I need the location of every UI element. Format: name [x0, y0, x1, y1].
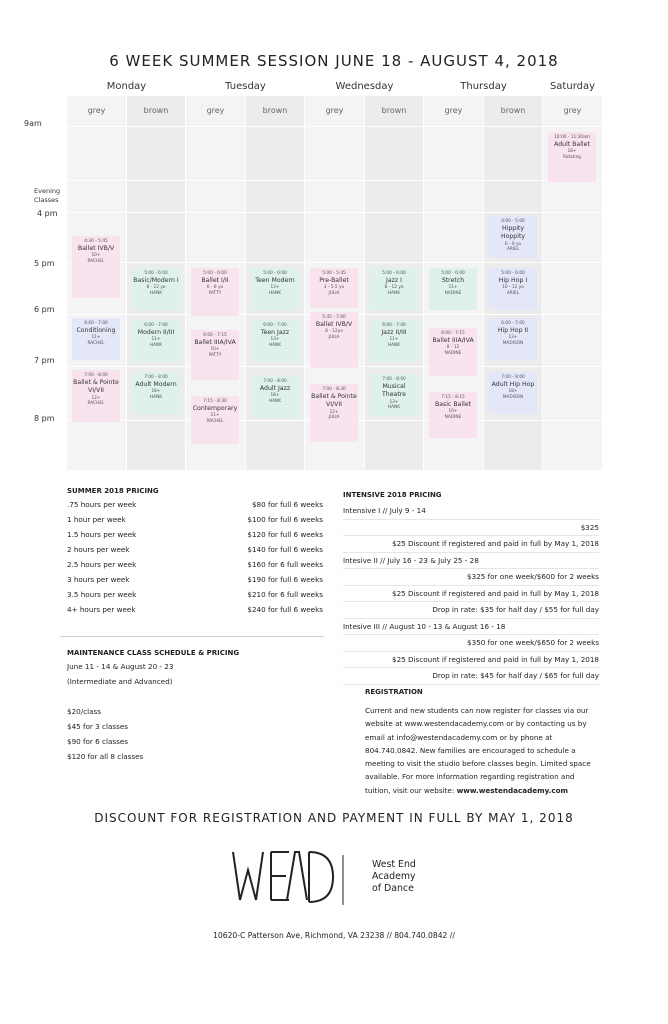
- class-teacher: PATTY: [208, 352, 222, 358]
- pricing-row: [67, 515, 323, 530]
- class-name: Basic Ballet: [434, 400, 472, 408]
- class-block: [429, 328, 477, 376]
- class-time: 6:00 - 7:15: [203, 333, 227, 338]
- class-teacher: RACHEL: [87, 258, 105, 264]
- class-name: Contemporary: [192, 404, 238, 412]
- class-block: [489, 318, 537, 360]
- class-time: 7:00 - 8:00: [263, 379, 287, 384]
- class-name: Conditioning: [76, 326, 116, 334]
- pricing-hours: 4+ hours per week: [67, 605, 136, 614]
- pricing-hours: 3.5 hours per week: [67, 590, 137, 599]
- class-name: Adult Jazz: [259, 384, 291, 392]
- intensive-section: [343, 491, 599, 685]
- pricing-row: [67, 575, 323, 590]
- discount-banner: DISCOUNT FOR REGISTRATION AND PAYMENT IN FULL BY MAY 1, 2018: [94, 811, 574, 825]
- class-name: Modern II/III: [137, 328, 175, 336]
- intensive-row: $325: [343, 520, 599, 537]
- pricing-row: [67, 590, 323, 605]
- intensive-row: $325 for one week/$600 for 2 weeks: [343, 569, 599, 586]
- intensive-row: $25 Discount if registered and paid in full by May 1, 2018: [343, 652, 599, 669]
- pricing-price: $210 for 6 full weeks: [247, 590, 323, 599]
- schedule-grid: [67, 96, 602, 470]
- class-name-line2: VI/VII: [87, 387, 105, 395]
- class-age: 18+: [508, 389, 518, 395]
- class-time: 7:00 - 8:00: [144, 375, 168, 380]
- class-name: Jazz I: [386, 276, 402, 284]
- class-block: [489, 216, 537, 258]
- class-block: [429, 268, 477, 310]
- class-teacher: RACHEL: [206, 418, 224, 424]
- pricing-price: $190 for full 6 weeks: [247, 575, 323, 584]
- page-title: 6 WEEK SUMMER SESSION JUNE 18 - AUGUST 4, 2018: [109, 52, 559, 70]
- room-label: grey: [67, 96, 126, 127]
- class-name: Ballet & Pointe: [73, 378, 119, 386]
- class-age: 12+: [329, 409, 339, 415]
- class-block: [370, 374, 418, 416]
- room-label: brown: [365, 96, 423, 127]
- pricing-hours: 2.5 hours per week: [67, 560, 137, 569]
- class-name: Teen Jazz: [260, 328, 290, 336]
- class-teacher: MADISON: [502, 394, 524, 400]
- logo-line3: of Dance: [372, 883, 414, 894]
- class-teacher: PATTY: [208, 290, 222, 296]
- class-teacher: MADISON: [502, 340, 524, 346]
- pricing-row: [67, 605, 323, 620]
- maintenance-line: $90 for 6 classes: [67, 737, 129, 746]
- registration-link[interactable]: www.westendacademy.com: [456, 785, 569, 795]
- class-age: 11+: [448, 285, 458, 291]
- class-age: 10+: [210, 347, 220, 353]
- pricing-hours: 3 hours per week: [67, 575, 130, 584]
- class-name: Ballet IIIA/IVA: [432, 336, 474, 344]
- maintenance-line: [67, 692, 323, 707]
- class-age: 3 - 5.5 yo: [323, 285, 345, 291]
- intensive-row: $25 Discount if registered and paid in full by May 1, 2018: [343, 586, 599, 603]
- class-time: 4:00 - 5:00: [501, 219, 525, 224]
- class-teacher: HANK: [268, 290, 282, 296]
- intensive-row: Intensive I // July 9 - 14: [343, 503, 599, 520]
- class-teacher: ARIEL: [506, 247, 520, 253]
- logo-line1: West End: [372, 859, 416, 870]
- class-time: 6:00 - 7:00: [144, 323, 168, 328]
- class-block: [72, 370, 120, 422]
- class-block: [72, 236, 120, 298]
- room-label: grey: [186, 96, 245, 127]
- class-teacher: JULIA: [328, 334, 340, 340]
- class-time: 6:00 - 7:00: [263, 323, 287, 328]
- class-block: [429, 392, 477, 438]
- class-teacher: RACHEL: [87, 340, 105, 346]
- room-label: grey: [543, 96, 602, 127]
- class-age: 11+: [210, 413, 220, 419]
- pricing-hours: 2 hours per week: [67, 545, 130, 554]
- class-block: [191, 396, 239, 444]
- footer-address: 10620-C Patterson Ave, Richmond, VA 23238 // 804.740.0842 //: [213, 931, 455, 940]
- class-teacher: HANK: [387, 290, 401, 296]
- registration-section: [365, 688, 600, 797]
- class-time: 6:00 - 7:00: [382, 323, 406, 328]
- room-label: grey: [424, 96, 483, 127]
- class-age: 18+: [567, 149, 577, 155]
- intensive-row: Drop in rate: $45 for half day / $65 for full day: [343, 668, 599, 685]
- class-age: 18+: [151, 389, 161, 395]
- time-7pm: 7 pm: [34, 356, 55, 365]
- pricing-hours: .75 hours per week: [67, 500, 137, 509]
- class-time: 5:00 - 6:00: [144, 271, 168, 276]
- class-time: 7:15 - 8:15: [441, 395, 465, 400]
- class-time: 5:00 - 6:00: [441, 271, 465, 276]
- class-time: 10:00 - 11:30am: [554, 135, 590, 140]
- class-teacher: NADINE: [444, 350, 462, 356]
- class-age: 6 - 8 yo: [206, 285, 224, 291]
- maintenance-line: $120 for all 8 classes: [67, 752, 144, 761]
- intensive-heading: INTENSIVE 2018 PRICING: [343, 491, 442, 499]
- class-age: 8 - 12: [446, 345, 460, 351]
- intensive-row: $25 Discount if registered and paid in full by May 1, 2018: [343, 536, 599, 553]
- class-name: Jazz II/III: [381, 328, 407, 336]
- class-teacher: HANK: [387, 342, 401, 348]
- class-time: 5:00 - 6:00: [382, 271, 406, 276]
- class-teacher: RACHEL: [87, 401, 105, 407]
- class-age: 13+: [270, 285, 280, 291]
- class-age: 8 - 12 yo: [384, 285, 404, 291]
- class-teacher: NADINE: [444, 414, 462, 420]
- time-9am: 9am: [24, 119, 42, 128]
- class-teacher: Rotating: [562, 154, 582, 160]
- pricing-row: [67, 530, 323, 545]
- maintenance-line: $20/class: [67, 707, 101, 716]
- class-age: 10+: [448, 409, 458, 415]
- pricing-hours: 1 hour per week: [67, 515, 126, 524]
- time-4pm: 4 pm: [37, 209, 58, 218]
- time-6pm: 6 pm: [34, 305, 55, 314]
- grid-line: [67, 262, 602, 263]
- maintenance-section: [67, 649, 323, 767]
- time-8pm: 8 pm: [34, 414, 55, 423]
- grid-line: [67, 212, 602, 213]
- class-block: [132, 320, 180, 362]
- class-teacher: NADINE: [444, 290, 462, 296]
- intensive-row: Intesive III // August 10 - 13 & August 16 - 18: [343, 619, 599, 636]
- pricing-row: [67, 545, 323, 560]
- logo-line2: Academy: [372, 871, 416, 882]
- class-name: Ballet IIIA/IVA: [194, 338, 236, 346]
- class-teacher: HANK: [268, 342, 282, 348]
- pricing-row: [67, 560, 323, 575]
- class-name: Ballet I/II: [201, 276, 229, 284]
- class-age: 8 - 12 yo: [146, 285, 166, 291]
- class-time: 5:00 - 6:00: [501, 271, 525, 276]
- class-block: [310, 384, 358, 442]
- class-time: 7:00 - 8:00: [501, 375, 525, 380]
- class-name-line2: VI/VII: [325, 401, 343, 409]
- class-time: 6:00 - 7:00: [501, 321, 525, 326]
- class-block: [251, 268, 299, 310]
- summer-pricing-rows: [67, 500, 323, 620]
- class-time: 5:00 - 6:00: [203, 271, 227, 276]
- class-name: Ballet IVB/V: [315, 320, 353, 328]
- class-block: [191, 330, 239, 380]
- class-name: Adult Modern: [135, 380, 177, 388]
- class-age: 11+: [91, 335, 101, 341]
- class-teacher: HANK: [268, 398, 282, 404]
- class-age: 8 - 12yo: [325, 329, 343, 335]
- pricing-price: $80 for full 6 weeks: [251, 500, 323, 509]
- class-time: 7:00 - 8:30: [322, 387, 346, 392]
- class-name: Teen Modern: [255, 276, 295, 284]
- class-time: 6:00 - 7:15: [441, 331, 465, 336]
- intensive-row: Intesive II // July 16 - 23 & July 25 - 28: [343, 553, 599, 570]
- day-monday: Monday: [106, 81, 147, 92]
- day-thursday: Thursday: [460, 81, 507, 92]
- wead-logo-mark: [231, 850, 361, 910]
- class-age: 6 - 9 yo: [504, 241, 522, 247]
- room-label: brown: [484, 96, 542, 127]
- class-time: 5:00 - 5:45: [322, 271, 346, 276]
- class-teacher: JULIA: [328, 290, 340, 296]
- day-saturday: Saturday: [549, 81, 596, 92]
- room-label: brown: [246, 96, 304, 127]
- class-time: 5:00 - 6:00: [263, 271, 287, 276]
- class-age: 13+: [270, 337, 280, 343]
- pricing-price: $240 for full 6 weeks: [247, 605, 323, 614]
- class-block: [251, 376, 299, 418]
- intensive-row: Drop in rate: $35 for half day / $55 for full day: [343, 602, 599, 619]
- pricing-row: [67, 500, 323, 515]
- time-classes: Classes: [34, 196, 59, 204]
- class-time: 6:00 - 7:00: [84, 321, 108, 326]
- maintenance-line: (Intermediate and Advanced): [67, 677, 173, 686]
- intensive-row: $350 for one week/$650 for 2 weeks: [343, 635, 599, 652]
- pricing-price: $160 for 6 full weeks: [247, 560, 323, 569]
- class-name: Adult Hip Hop: [491, 380, 535, 388]
- intensive-rows: [343, 503, 599, 685]
- class-name: Ballet & Pointe: [311, 392, 357, 400]
- class-block: [251, 320, 299, 362]
- class-block: [548, 132, 596, 182]
- grid-line: [67, 180, 602, 181]
- divider: [60, 636, 324, 637]
- summer-pricing-heading: SUMMER 2018 PRICING: [67, 487, 159, 495]
- class-age: 10+: [91, 253, 101, 259]
- maintenance-heading: MAINTENANCE CLASS SCHEDULE & PRICING: [67, 649, 240, 657]
- class-teacher: HANK: [149, 342, 163, 348]
- pricing-hours: 1.5 hours per week: [67, 530, 137, 539]
- class-name: Hippity Hoppity: [500, 224, 526, 241]
- logo-text: [372, 859, 416, 895]
- summer-pricing: [67, 487, 323, 620]
- registration-text: Current and new students can now register for classes via our website at www.westendacademy.com or by contacting us by email at info@westendacademy.com or by phone at 804.740.0842. New families are encouraged to schedule a meeting to visit the studio before classes begin. Limited space available. For more information regarding registration and tuition, visit our website:: [365, 706, 591, 795]
- class-block: [489, 372, 537, 414]
- class-time: 4:30 - 5:45: [84, 239, 108, 244]
- class-name: Musical Theatre: [382, 382, 406, 399]
- class-teacher: HANK: [387, 405, 401, 411]
- class-block: [310, 312, 358, 368]
- pricing-price: $100 for full 6 weeks: [247, 515, 323, 524]
- room-label: grey: [305, 96, 364, 127]
- pricing-price: $120 for full 6 weeks: [247, 530, 323, 539]
- class-age: 18+: [270, 393, 280, 399]
- pricing-price: $140 for full 6 weeks: [247, 545, 323, 554]
- class-age: 12+: [91, 395, 101, 401]
- class-block: [72, 318, 120, 360]
- maintenance-lines: [67, 662, 323, 767]
- class-block: [132, 372, 180, 414]
- class-name: Ballet IVB/V: [77, 244, 115, 252]
- class-teacher: HANK: [149, 394, 163, 400]
- class-name: Hip Hop I: [498, 276, 528, 284]
- class-age: 11+: [389, 337, 399, 343]
- class-teacher: ARIEL: [506, 290, 520, 296]
- class-block: [370, 268, 418, 310]
- class-name: Hip Hop II: [497, 326, 529, 334]
- class-block: [489, 268, 537, 310]
- maintenance-line: June 11 - 14 & August 20 - 23: [67, 662, 174, 671]
- maintenance-line: $45 for 3 classes: [67, 722, 129, 731]
- class-time: 7:00 - 8:00: [84, 373, 108, 378]
- registration-body: [365, 704, 600, 797]
- class-block: [370, 320, 418, 362]
- class-teacher: HANK: [149, 290, 163, 296]
- class-block: [310, 268, 358, 308]
- class-age: 13+: [508, 335, 518, 341]
- class-age: 10 - 12 yo: [502, 285, 524, 291]
- class-name: Basic/Modern I: [133, 276, 179, 284]
- day-tuesday: Tuesday: [225, 81, 266, 92]
- class-time: 7:00 - 8:00: [382, 377, 406, 382]
- class-age: 11+: [151, 337, 161, 343]
- academy-logo: [231, 850, 361, 914]
- class-age: 13+: [389, 399, 399, 405]
- time-evening: Evening: [34, 187, 61, 195]
- class-block: [191, 268, 239, 316]
- class-time: 7:15 - 8:30: [203, 399, 227, 404]
- class-block: [132, 268, 180, 310]
- class-name: Pre-Ballet: [319, 276, 349, 284]
- class-name: Adult Ballet: [554, 140, 590, 148]
- class-name: Stretch: [441, 276, 465, 284]
- registration-heading: REGISTRATION: [365, 688, 423, 696]
- class-teacher: JULIA: [328, 415, 340, 421]
- room-label: brown: [127, 96, 185, 127]
- class-time: 5:45 - 7:00: [322, 315, 346, 320]
- day-wednesday: Wednesday: [335, 81, 394, 92]
- time-5pm: 5 pm: [34, 259, 55, 268]
